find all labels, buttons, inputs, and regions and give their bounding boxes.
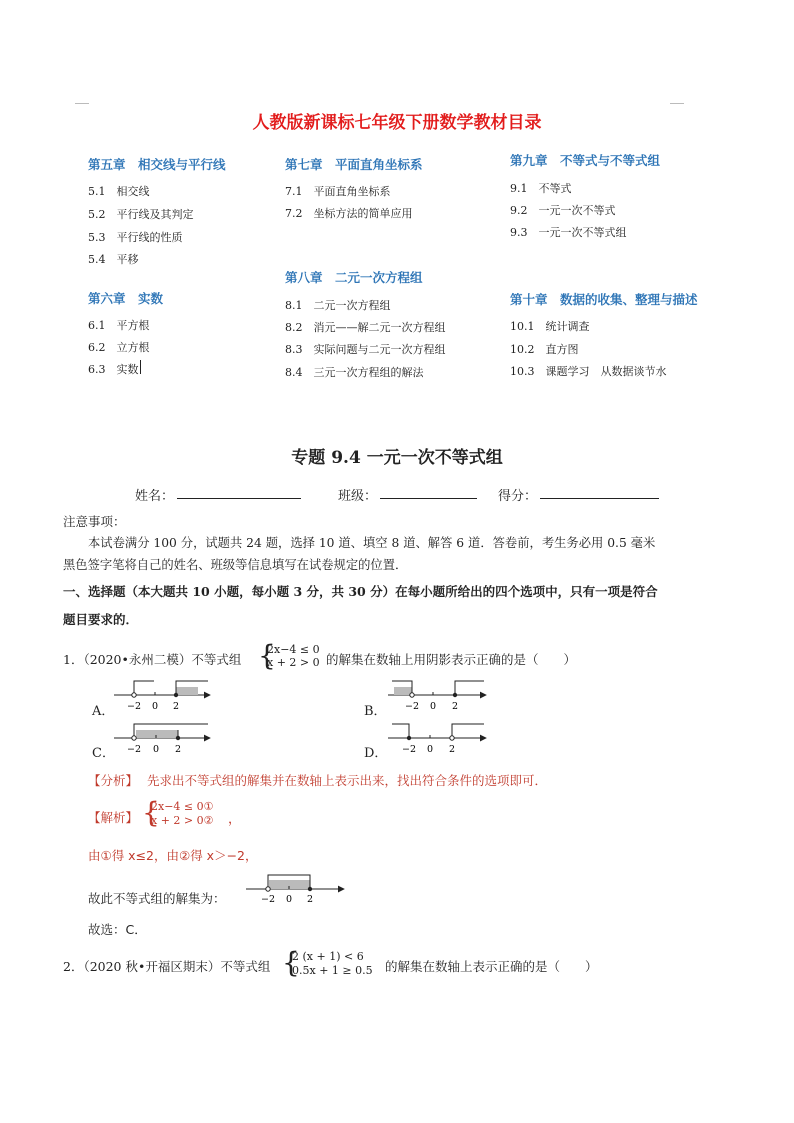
section1-line1: 一、选择题（本大题共 10 小题，每小题 3 分，共 30 分）在每小题所给出的四个选项中，只有一项是符合	[63, 584, 658, 599]
option-a-tick-0: 0	[151, 701, 159, 712]
class-label: 班级：	[338, 489, 378, 504]
q1-prefix: 1．（2020•永州二模）不等式组	[63, 652, 242, 667]
q2-prefix: 2．（2020 秋•开福区期末）不等式组	[63, 959, 271, 974]
chapter-6-title: 第六章 实数	[88, 291, 164, 306]
q2-suffix: 的解集在数轴上表示正确的是（ ）	[385, 959, 598, 974]
section-5-1: 5.1 相交线	[88, 185, 150, 198]
section-9-2: 9.2 一元一次不等式	[510, 204, 616, 217]
solution-tag: 【解析】	[88, 810, 139, 825]
section-10-1: 10.1 统计调查	[510, 320, 590, 333]
q1-suffix: 的解集在数轴上用阴影表示正确的是（ ）	[326, 652, 577, 667]
option-a-tick-2: 2	[172, 701, 180, 712]
option-d-number-line[interactable]	[388, 724, 486, 755]
option-d-tick-0: 0	[426, 744, 434, 755]
chapter-5-title: 第五章 相交线与平行线	[88, 157, 226, 172]
section-8-1: 8.1 二元一次方程组	[285, 299, 391, 312]
section-8-4: 8.4 三元一次方程组的解法	[285, 366, 424, 379]
q2-ineq2: 0.5x + 1 ≥ 0.5	[292, 964, 373, 977]
option-c-tick-2: 2	[174, 744, 182, 755]
option-c-number-line[interactable]	[114, 724, 210, 755]
q1-ineq2: x + 2 > 0	[267, 656, 320, 669]
option-a-number-line[interactable]	[114, 681, 210, 712]
notice-heading: 注意事项：	[63, 514, 126, 529]
chapter-9-title: 第九章 不等式与不等式组	[510, 153, 661, 168]
option-b-tick-2: 2	[451, 701, 459, 712]
solution-step1: 由①得 x≤2，由②得 x＞−2，	[88, 848, 258, 863]
option-d-label[interactable]: D．	[364, 746, 388, 761]
analysis-text: 先求出不等式组的解集并在数轴上表示出来，找出符合条件的选项即可．	[147, 773, 548, 788]
option-b-label[interactable]: B．	[364, 704, 387, 719]
solution-step2: 故此不等式组的解集为：	[88, 891, 226, 906]
option-b-tick-0: 0	[429, 701, 437, 712]
toc-title: 人教版新课标七年级下册数学教材目录	[252, 113, 542, 133]
chapter-8-title: 第八章 二元一次方程组	[285, 270, 423, 285]
option-b-number-line[interactable]	[388, 681, 486, 712]
option-b-tick-neg2: −2	[404, 701, 420, 712]
section-7-1: 7.1 平面直角坐标系	[285, 185, 391, 198]
option-c-tick-neg2: −2	[126, 744, 142, 755]
name-label: 姓名：	[135, 489, 175, 504]
section-5-4: 5.4 平移	[88, 253, 139, 266]
q1-ineq1: 2x−4 ≤ 0	[267, 643, 320, 656]
section-6-1: 6.1 平方根	[88, 319, 150, 332]
q2-ineq1: 2 (x + 1) < 6	[292, 950, 364, 963]
option-d-tick-2: 2	[448, 744, 456, 755]
solution-brace: {	[142, 796, 160, 829]
section-6-3: 6.3 实数	[88, 363, 139, 376]
q2-brace: {	[282, 946, 300, 979]
option-d-tick-neg2: −2	[401, 744, 417, 755]
chapter-10-title: 第十章 数据的收集、整理与描述	[510, 292, 698, 307]
notice-line2: 黑色签字笔将自己的姓名、班级等信息填写在试卷规定的位置．	[63, 558, 408, 572]
section-10-2: 10.2 直方图	[510, 343, 579, 356]
topic-title: 专题 9.4 一元一次不等式组	[291, 448, 503, 468]
section-8-3: 8.3 实际问题与二元一次方程组	[285, 343, 446, 356]
q1-brace: {	[258, 639, 276, 672]
solution-comma: ，	[228, 812, 242, 827]
chapter-7-title: 第七章 平面直角坐标系	[285, 157, 423, 172]
option-a-tick-neg2: −2	[126, 701, 142, 712]
section-5-3: 5.3 平行线的性质	[88, 231, 183, 244]
section-7-2: 7.2 坐标方法的简单应用	[285, 207, 413, 220]
solution-tick-2: 2	[306, 894, 314, 905]
section-8-2: 8.2 消元——解二元一次方程组	[285, 321, 446, 334]
score-label: 得分：	[498, 489, 538, 504]
section1-line2: 题目要求的．	[63, 612, 139, 627]
option-c-label[interactable]: C．	[92, 746, 115, 761]
analysis-tag: 【分析】	[88, 773, 139, 788]
solution-ineq2: x + 2 > 0②	[151, 814, 214, 827]
section-9-3: 9.3 一元一次不等式组	[510, 226, 627, 239]
section-5-2: 5.2 平行线及其判定	[88, 208, 194, 221]
solution-tick-0: 0	[285, 894, 293, 905]
solution-tick-neg2: −2	[260, 894, 276, 905]
solution-number-line	[246, 875, 344, 905]
notice-line1: 本试卷满分 100 分，试题共 24 题，选择 10 道、填空 8 道、解答 6 道．答卷前，考生务必用 0.5 毫米	[88, 536, 656, 550]
solution-answer: 故选：C．	[88, 922, 147, 937]
solution-ineq1: 2x−4 ≤ 0①	[151, 800, 214, 813]
section-6-2: 6.2 立方根	[88, 341, 150, 354]
option-c-tick-0: 0	[152, 744, 160, 755]
section-10-3: 10.3 课题学习 从数据谈节水	[510, 365, 667, 378]
option-a-label[interactable]: A．	[92, 704, 115, 719]
section-9-1: 9.1 不等式	[510, 182, 572, 195]
